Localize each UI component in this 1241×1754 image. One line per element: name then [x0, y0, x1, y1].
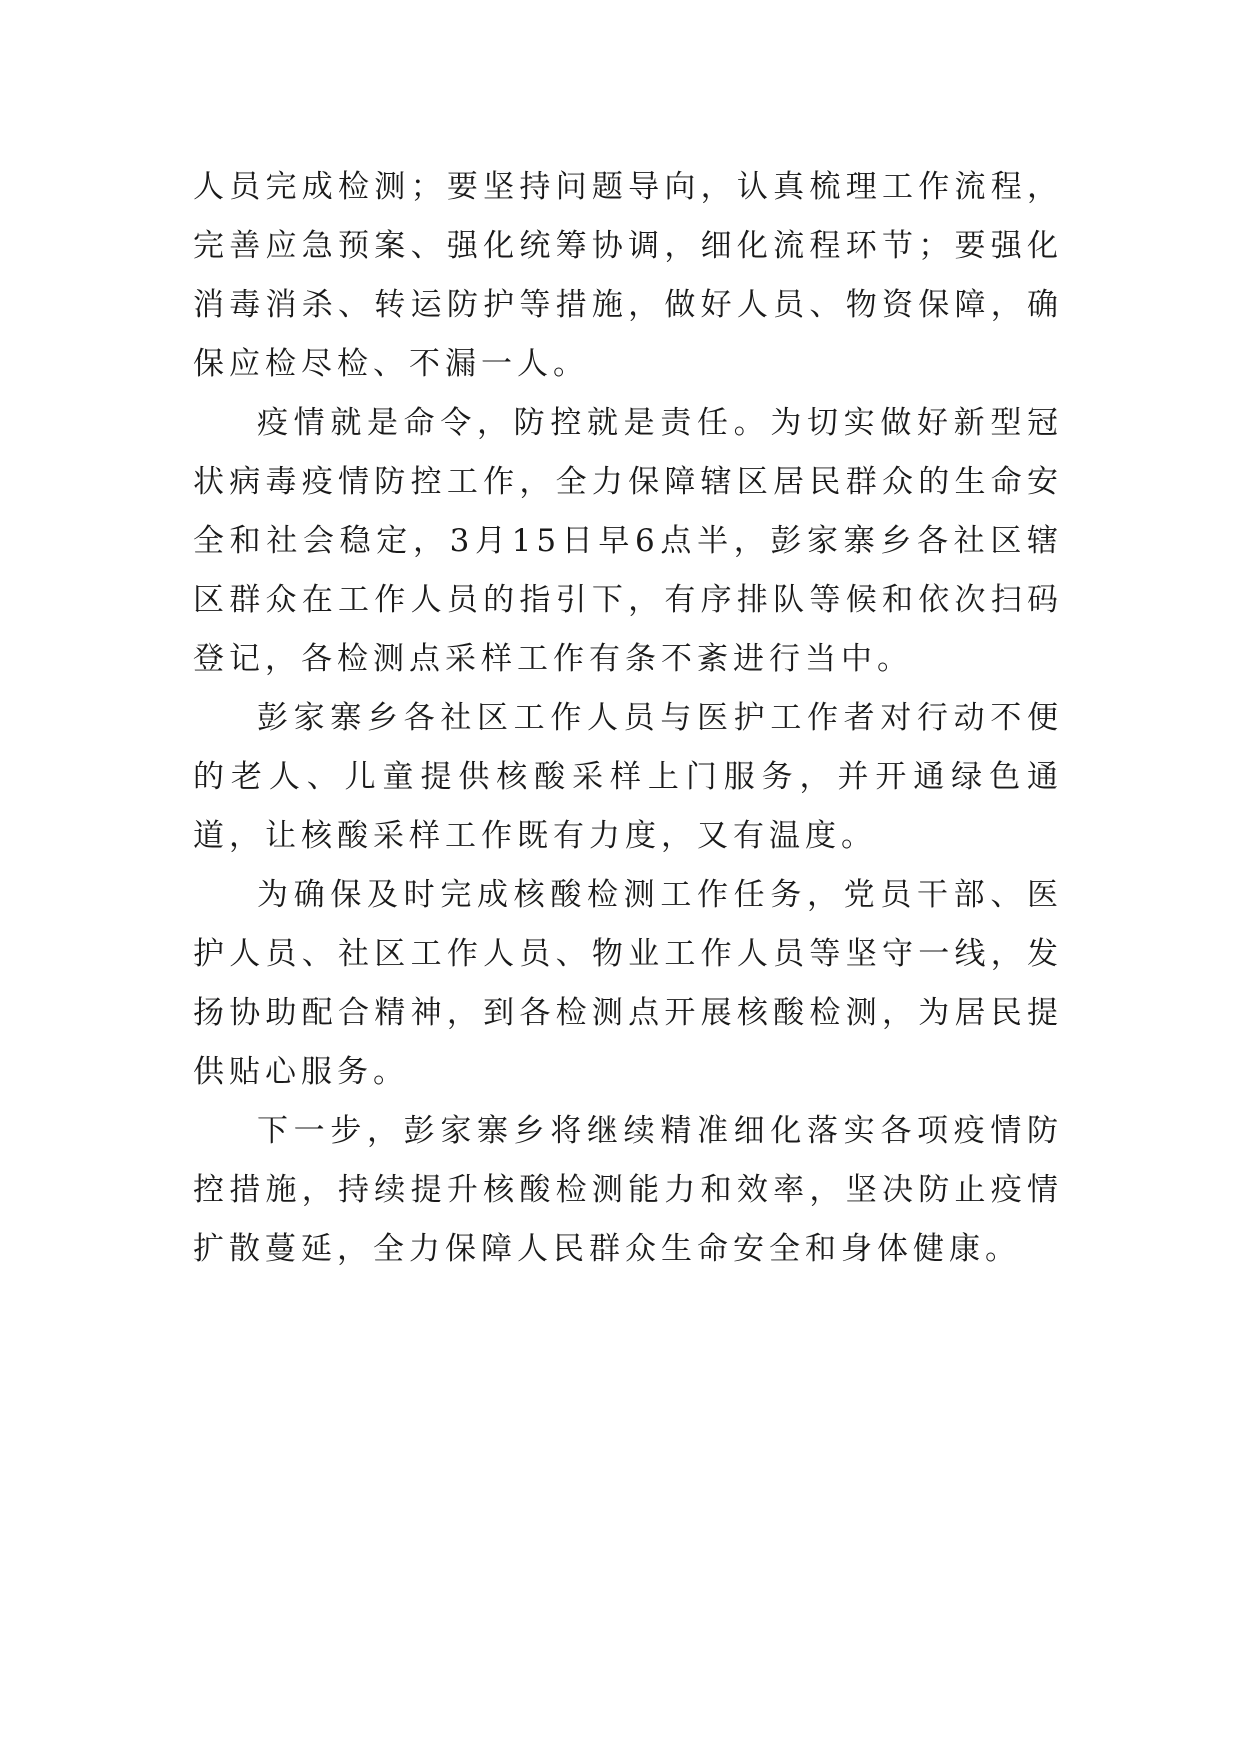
- paragraph-4: 为确保及时完成核酸检测工作任务，党员干部、医护人员、社区工作人员、物业工作人员等坚守一线，发扬协助配合精神，到各检测点开展核酸检测，为居民提供贴心服务。: [193, 877, 1063, 1090]
- paragraph-1: 人员完成检测；要坚持问题导向，认真梳理工作流程，完善应急预案、强化统筹协调，细化流程环节；要强化消毒消杀、转运防护等措施，做好人员、物资保障，确保应检尽检、不漏一人。: [193, 169, 1063, 382]
- document-body: [193, 158, 1063, 1279]
- paragraph-5: 下一步，彭家寨乡将继续精准细化落实各项疫情防控措施，持续提升核酸检测能力和效率，坚决防止疫情扩散蔓延，全力保障人民群众生命安全和身体健康。: [193, 1113, 1063, 1267]
- paragraph-3: 彭家寨乡各社区工作人员与医护工作者对行动不便的老人、儿童提供核酸采样上门服务，并开通绿色通道，让核酸采样工作既有力度，又有温度。: [193, 700, 1063, 854]
- paragraph-2: 疫情就是命令，防控就是责任。为切实做好新型冠状病毒疫情防控工作，全力保障辖区居民群众的生命安全和社会稳定，3月15日早6点半，彭家寨乡各社区辖区群众在工作人员的指引下，有序排队等候和依次扫码登记，各检测点采样工作有条不紊进行当中。: [193, 405, 1063, 677]
